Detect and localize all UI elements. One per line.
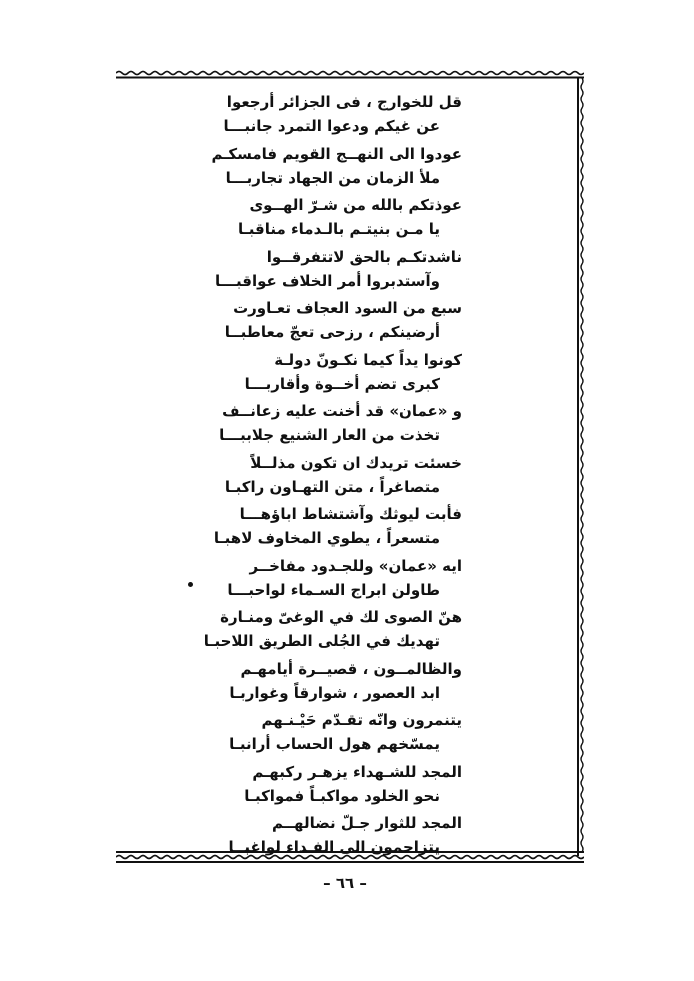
ink-dot (188, 582, 193, 587)
verse-first-hemistich: هنّ الصوى لك في الوغىّ ومنـارة (220, 608, 462, 626)
verse-second-hemistich: ملأ الزمان من الجهاد تجاربـــا (225, 168, 440, 187)
stanza (190, 502, 462, 554)
verse-second-hemistich: يمسّخهم هول الحساب أرانبـا (229, 735, 440, 753)
verse-second-hemistich: يتزاحمون الى الفـداء لواغبــا (228, 838, 440, 856)
verse-second-hemistich: طاولن ابراج السـماء لواحبـــا (227, 580, 440, 599)
stanza (190, 245, 462, 297)
verse-second-hemistich: أرضينكم ، رزحى تعجّ معاطبــا (224, 323, 440, 341)
verse-first-hemistich: ايه «عمان» وللجـدود مفاخــر (249, 556, 462, 575)
verse-first-hemistich: يتنمرون وانّه تقـدّم حَيْـنـهم (261, 711, 462, 729)
verse-first-hemistich: عودوا الى النهــج القويم فامسكـم (211, 144, 462, 163)
stanza (190, 142, 462, 194)
stanza (190, 193, 462, 245)
side-ornamental-rule (576, 78, 584, 856)
stanza (190, 657, 462, 709)
stanza (190, 605, 462, 657)
bottom-ornamental-rule (116, 850, 584, 864)
top-ornamental-rule (116, 70, 584, 80)
poem (190, 90, 462, 863)
stanza (190, 708, 462, 760)
verse-second-hemistich: كبرى تضم أخــوة وأقاربـــا (244, 374, 440, 393)
verse-first-hemistich: فأبت ليوثك وآشتشاط اباؤهـــا (239, 505, 462, 523)
stanza (190, 760, 462, 812)
verse-second-hemistich: يا مـن بنيتـم بالـدماء مناقبـا (238, 220, 440, 238)
verse-second-hemistich: متصاغراً ، متن التهـاون راكبـا (224, 477, 440, 496)
verse-second-hemistich: متسعراً ، يطوي المخاوف لاهبـا (213, 529, 440, 547)
stanza (190, 399, 462, 451)
verse-first-hemistich: خسئت تريدك ان تكون مذلــلاً (250, 453, 462, 472)
verse-first-hemistich: ناشدتكـم بالحق لاتتفرقــوا (266, 247, 462, 266)
stanza (190, 348, 462, 400)
verse-first-hemistich: المجد للشـهداء يزهـر ركبهـم (252, 762, 462, 781)
verse-second-hemistich: تهديك في الجُلى الطريق اللاحبـا (203, 632, 440, 650)
verse-second-hemistich: ابد العصور ، شوارقاً وغواربـا (229, 683, 440, 702)
verse-first-hemistich: سبع من السود العجاف تعـاورت (233, 299, 462, 317)
verse-first-hemistich: المجد للثوار جـلّ نضالهــم (272, 814, 462, 832)
verse-first-hemistich: قل للخوارج ، فى الجزائر أرجعوا (226, 93, 462, 111)
verse-first-hemistich: و «عمان» قد أخنت عليه زعانــف (222, 402, 462, 420)
verse-second-hemistich: تخذت من العار الشنيع جلاببـــا (219, 426, 440, 444)
verse-second-hemistich: عن غيكم ودعوا التمرد جانبـــا (223, 117, 440, 135)
stanza (190, 554, 462, 606)
verse-first-hemistich: والظالمــون ، قصيــرة أيامهـم (240, 659, 462, 678)
stanza (190, 296, 462, 348)
stanza (190, 451, 462, 503)
page-number: – ٦٦ – (323, 874, 367, 892)
stanza (190, 90, 462, 142)
verse-second-hemistich: نحو الخلود مواكبـاً فمواكبـا (244, 786, 440, 805)
verse-first-hemistich: كونوا يداً كيما نكـونّ دولـة (274, 350, 462, 369)
verse-first-hemistich: عوذتكم بالله من شـرّ الهــوى (249, 196, 462, 214)
verse-second-hemistich: وآستدبروا أمر الخلاف عواقبـــا (214, 271, 440, 290)
